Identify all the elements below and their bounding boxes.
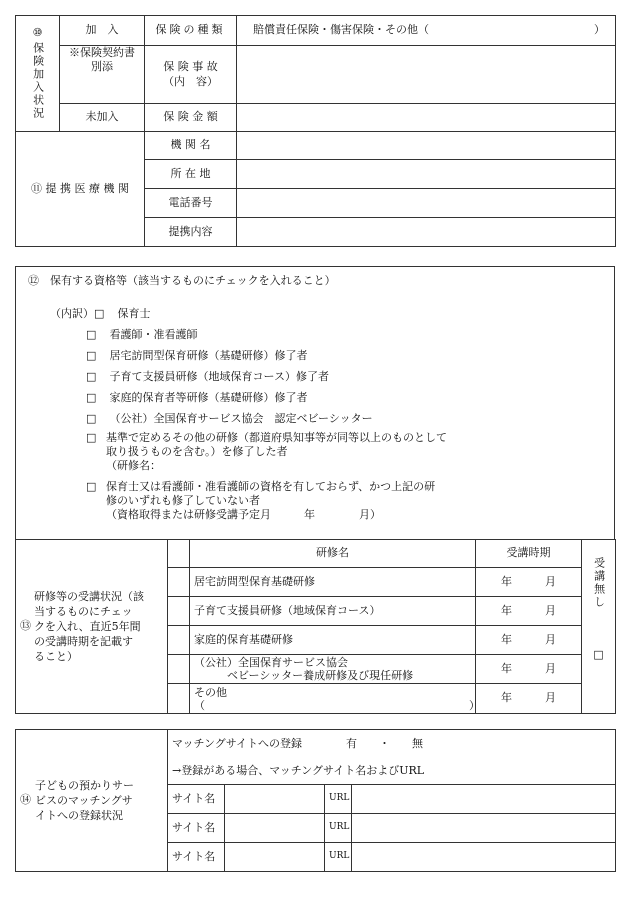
insurance-note: ※保険契約書 別添 bbox=[60, 46, 145, 104]
training-none-checkbox[interactable]: □ bbox=[593, 648, 604, 661]
training-col-name: 研修名 bbox=[190, 540, 476, 568]
insurance-amount-value[interactable] bbox=[237, 104, 616, 132]
checkbox-icon[interactable]: □ bbox=[86, 480, 97, 493]
qualifications-box bbox=[15, 266, 615, 540]
qualification-label: 居宅訪問型保育研修（基礎研修）修了者 bbox=[109, 349, 308, 362]
matching-registration[interactable]: マッチングサイトへの登録 有 ・ 無 bbox=[168, 730, 616, 758]
site-url-value[interactable] bbox=[352, 814, 616, 843]
matching-site-table bbox=[15, 729, 616, 872]
qualifications-title: ⑫ 保有する資格等（該当するものにチェックを入れること） bbox=[28, 274, 336, 287]
insurance-medical-table bbox=[15, 15, 616, 247]
qualification-prefix: （内訳） bbox=[50, 307, 94, 320]
insurance-type-label: 保険の種類 bbox=[145, 16, 237, 46]
training-check[interactable] bbox=[168, 684, 190, 714]
matching-label: 子どもの預かりサー ビスのマッチングサ イトへの登録状況 bbox=[35, 779, 134, 822]
qualification-item bbox=[86, 347, 308, 363]
training-none-cell bbox=[582, 540, 616, 714]
training-num: ⑬ bbox=[20, 619, 31, 633]
matching-note: →登録がある場合、マッチングサイト名およびURL bbox=[168, 758, 616, 785]
training-col-none: 受講無し bbox=[592, 557, 606, 609]
insurance-amount-label: 保 険 金 額 bbox=[145, 104, 237, 132]
site-name-label: サイト名 bbox=[168, 785, 225, 814]
site-name-value[interactable] bbox=[225, 814, 325, 843]
checkbox-icon[interactable]: □ bbox=[94, 307, 105, 320]
qualification-label: 看護師・准看護師 bbox=[109, 328, 198, 341]
qualification-label: 保育士又は看護師・准看護師の資格を有しておらず、かつ上記の研 修のいずれも修了していない者 （資格取得または研修受講予定月 年 月） bbox=[106, 480, 436, 521]
checkbox-icon[interactable]: □ bbox=[86, 391, 97, 404]
insurance-title-cell bbox=[16, 16, 60, 132]
qualification-label: 家庭的保育者等研修（基礎研修）修了者 bbox=[109, 391, 308, 404]
qualification-item bbox=[86, 480, 435, 522]
training-name: 家庭的保育基礎研修 bbox=[190, 626, 476, 655]
training-col-period: 受講時期 bbox=[476, 540, 582, 568]
insurance-type-value bbox=[237, 16, 616, 46]
qualification-item bbox=[86, 431, 447, 473]
matching-num: ⑭ bbox=[20, 793, 31, 807]
medical-title: ⑪ 提 携 医 療 機 関 bbox=[16, 132, 145, 247]
site-url-label: URL bbox=[325, 814, 352, 843]
qualification-label: 子育て支援員研修（地域保育コース）修了者 bbox=[109, 370, 329, 383]
medical-row-label: 提携内容 bbox=[145, 218, 237, 247]
medical-row-value[interactable] bbox=[237, 189, 616, 218]
qualification-label: 基準で定めるその他の研修（都道府県知事等が同等以上のものとして 取り扱うものを含む。）を修了した者 （研修名： bbox=[106, 431, 447, 472]
site-url-value[interactable] bbox=[352, 843, 616, 872]
training-period[interactable]: 年 月 bbox=[476, 597, 582, 626]
qualification-item bbox=[50, 305, 151, 321]
medical-row-label: 機 関 名 bbox=[145, 132, 237, 160]
training-name: 居宅訪問型保育基礎研修 bbox=[190, 568, 476, 597]
qualification-item bbox=[86, 410, 373, 426]
site-url-label: URL bbox=[325, 843, 352, 872]
insurance-accident-label: 保 険 事 故 （内 容） bbox=[145, 46, 237, 104]
qualification-label: 保育士 bbox=[117, 307, 151, 320]
checkbox-icon[interactable]: □ bbox=[86, 349, 97, 362]
insurance-num: ⑩ bbox=[32, 26, 43, 40]
qualification-label: （公社）全国保育サービス協会 認定ベビーシッター bbox=[109, 412, 373, 425]
insurance-type-close: ） bbox=[594, 23, 605, 37]
qualification-item bbox=[86, 326, 198, 342]
site-name-label: サイト名 bbox=[168, 814, 225, 843]
training-period[interactable]: 年 月 bbox=[476, 626, 582, 655]
qualification-item bbox=[86, 389, 308, 405]
checkbox-icon[interactable]: □ bbox=[86, 370, 97, 383]
site-url-value[interactable] bbox=[352, 785, 616, 814]
insurance-accident-value[interactable] bbox=[237, 46, 616, 104]
medical-row-value[interactable] bbox=[237, 160, 616, 189]
training-label: 研修等の受講状況（該 当するものにチェッ クを入れ、直近5年間 の受講時期を記載す ること） bbox=[34, 590, 144, 663]
training-name: （公社）全国保育サービス協会 ベビーシッター養成研修及び現任研修 bbox=[190, 655, 476, 684]
insurance-title: 保険加入状況 bbox=[31, 41, 45, 120]
checkbox-icon[interactable]: □ bbox=[86, 431, 97, 444]
training-period[interactable]: 年 月 bbox=[476, 568, 582, 597]
training-label-cell bbox=[16, 540, 168, 714]
checkbox-icon[interactable]: □ bbox=[86, 328, 97, 341]
training-period[interactable]: 年 月 bbox=[476, 684, 582, 714]
qualification-item bbox=[86, 368, 329, 384]
training-check[interactable] bbox=[168, 655, 190, 684]
site-name-value[interactable] bbox=[225, 785, 325, 814]
training-check-header bbox=[168, 540, 190, 568]
site-name-value[interactable] bbox=[225, 843, 325, 872]
training-check[interactable] bbox=[168, 568, 190, 597]
training-name: その他 （ ） bbox=[190, 684, 476, 714]
insurance-joined: 加 入 bbox=[60, 16, 145, 46]
training-period[interactable]: 年 月 bbox=[476, 655, 582, 684]
training-table bbox=[15, 539, 616, 714]
medical-row-label: 電話番号 bbox=[145, 189, 237, 218]
medical-row-value[interactable] bbox=[237, 132, 616, 160]
matching-label-cell bbox=[16, 730, 168, 872]
site-name-label: サイト名 bbox=[168, 843, 225, 872]
training-check[interactable] bbox=[168, 626, 190, 655]
insurance-type-text: 賠償責任保険・傷害保険・その他（ bbox=[253, 23, 429, 37]
checkbox-icon[interactable]: □ bbox=[86, 412, 97, 425]
medical-row-value[interactable] bbox=[237, 218, 616, 247]
training-check[interactable] bbox=[168, 597, 190, 626]
site-url-label: URL bbox=[325, 785, 352, 814]
training-name: 子育て支援員研修（地域保育コース） bbox=[190, 597, 476, 626]
insurance-not-joined: 未加入 bbox=[60, 104, 145, 132]
medical-row-label: 所 在 地 bbox=[145, 160, 237, 189]
